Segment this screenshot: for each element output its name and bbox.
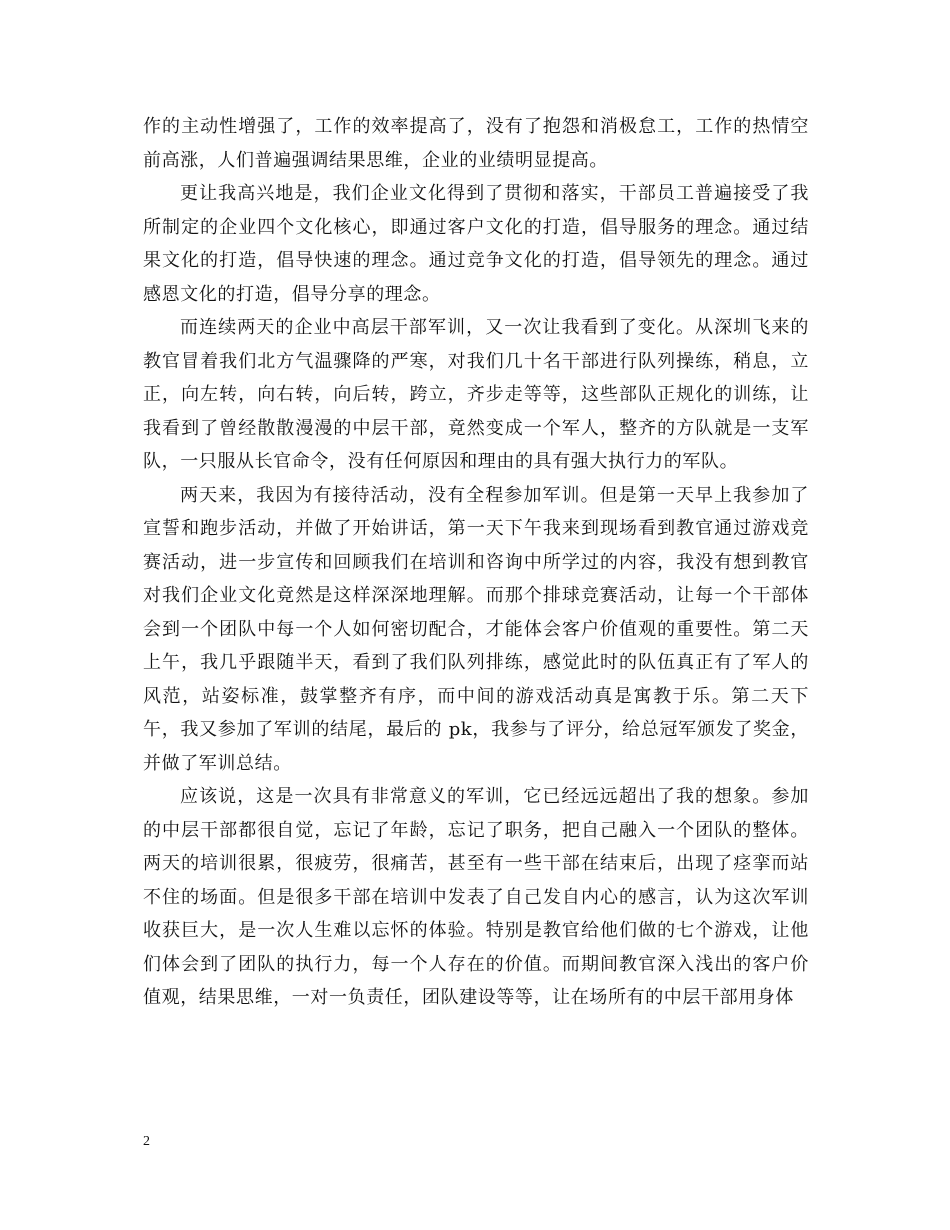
paragraph: 应该说，这是一次具有非常意义的军训，它已经远远超出了我的想象。参加的中层干部都很自觉，忘记了年龄，忘记了职务，把自己融入一个团队的整体。两天的培训很累，很疲劳，很痛苦，甚至有一些干部在结束后，出现了痉挛而站不住的场面。但是很多干部在培训中发表了自己发自内心的感言，认为这次军训收获巨大，是一次人生难以忘怀的体验。特别是教官给他们做的七个游戏，让他们体会到了团队的执行力，每一个人存在的价值。而期间教官深入浅出的客户价值观，结果思维，一对一负责任，团队建设等等，让在场所有的中层干部用身体 bbox=[143, 786, 809, 1008]
document-body bbox=[143, 110, 809, 1015]
paragraph: 更让我高兴地是，我们企业文化得到了贯彻和落实，干部员工普遍接受了我所制定的企业四个文化核心，即通过客户文化的打造，倡导服务的理念。通过结果文化的打造，倡导快速的理念。通过竞争文化的打造，倡导领先的理念。通过感恩文化的打造，倡导分享的理念。 bbox=[143, 183, 809, 305]
page-number: 2 bbox=[143, 1134, 150, 1149]
paragraph-continued: 作的主动性增强了，工作的效率提高了，没有了抱怨和消极怠工，工作的热情空前高涨，人们普遍强调结果思维，企业的业绩明显提高。 bbox=[143, 116, 809, 171]
paragraph: 两天来，我因为有接待活动，没有全程参加军训。但是第一天早上我参加了宣誓和跑步活动，并做了开始讲话，第一天下午我来到现场看到教官通过游戏竞赛活动，进一步宣传和回顾我们在培训和咨询中所学过的内容，我没有想到教官对我们企业文化竟然是这样深深地理解。而那个排球竞赛活动，让每一个干部体会到一个团队中每一个人如何密切配合，才能体会客户价值观的重要性。第二天上午，我几乎跟随半天，看到了我们队列排练，感觉此时的队伍真正有了军人的风范，站姿标准，鼓掌整齐有序，而中间的游戏活动真是寓教于乐。第二天下午，我又参加了军训的结尾，最后的 pk，我参与了评分，给总冠军颁发了奖金，并做了军训总结。 bbox=[143, 484, 809, 774]
paragraph: 而连续两天的企业中高层干部军训，又一次让我看到了变化。从深圳飞来的教官冒着我们北方气温骤降的严寒，对我们几十名干部进行队列操练，稍息，立正，向左转，向右转，向后转，跨立，齐步走等等，这些部队正规化的训练，让我看到了曾经散散漫漫的中层干部，竟然变成一个军人，整齐的方队就是一支军队，一只服从长官命令，没有任何原因和理由的具有强大执行力的军队。 bbox=[143, 317, 809, 472]
